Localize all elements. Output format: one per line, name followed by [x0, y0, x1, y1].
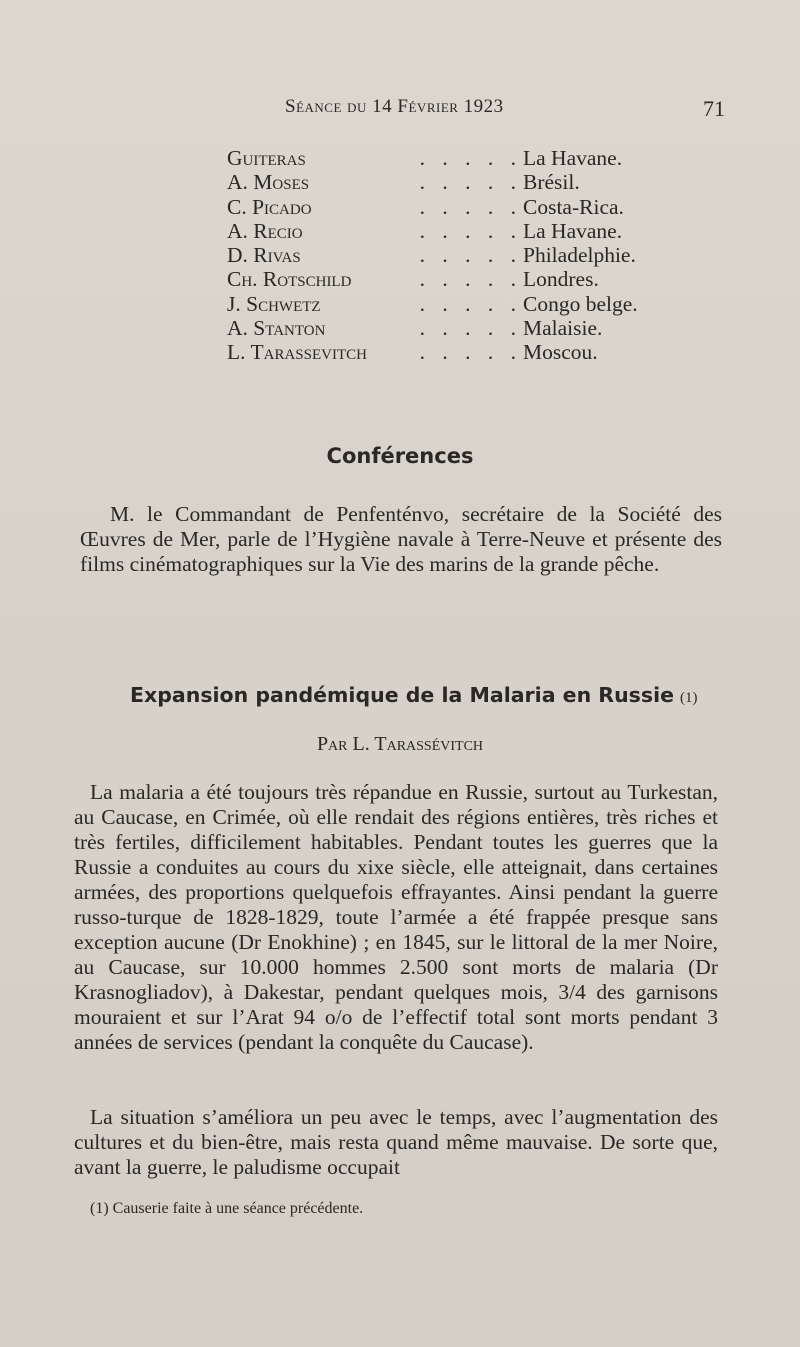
- member-row: [227, 195, 687, 219]
- member-name: J. Schwetz: [227, 291, 321, 316]
- article-title: Expansion pandémique de la Malaria en Russie: [130, 683, 675, 707]
- leader-dots: . . . . .: [419, 340, 522, 365]
- member-row: [227, 292, 687, 316]
- article-paragraph-1: La malaria a été toujours très répandue en Russie, surtout au Turkestan, au Caucase, en Crimée, où elle rendait des régions entières, très riches et très fertiles, difficilement habitables. Pendant toutes les guerres que la Russie a conduites au cours du xixe siècle, elle atteignait, dans certaines armées, des proportions quelquefois effrayantes. Ainsi pendant la guerre russo-turque de 1828-1829, toute l’armée a été frappée presque sans exception aucune (Dr Enokhine) ; en 1845, sur le littoral de la mer Noire, au Caucase, sur 10.000 hommes 2.500 sont morts de malaria (Dr Krasnogliadov), à Dakestar, pendant quelques mois, 3/4 des garnisons mouraient et sur l’Arat 94 o/o de l’effectif total sont morts pendant 3 années de services (pendant la conquête du Caucase).: [74, 780, 718, 1054]
- section-heading-conferences: Conférences: [326, 444, 474, 468]
- member-row: [227, 340, 687, 364]
- article-byline: Par L. Tarassévitch: [316, 733, 484, 755]
- leader-dots: . . . . .: [419, 218, 522, 243]
- footnote-marker: (1): [680, 690, 698, 706]
- member-row: [227, 243, 687, 267]
- leader-dots: . . . . .: [419, 243, 522, 268]
- member-name: Guiteras: [227, 146, 306, 170]
- member-name: D. Rivas: [227, 243, 301, 268]
- leader-dots: . . . . .: [419, 194, 522, 219]
- member-row: [227, 219, 687, 243]
- member-place: Londres.: [523, 267, 599, 292]
- article-paragraph-2: La situation s’améliora un peu avec le temps, avec l’augmentation des cultures et du bien-être, mais resta quand même mauvaise. De sorte que, avant la guerre, le paludisme occupait: [74, 1105, 718, 1179]
- member-place: La Havane.: [523, 146, 623, 170]
- member-row: [227, 146, 687, 170]
- conference-paragraph: M. le Commandant de Penfenténvo, secrétaire de la Société des Œuvres de Mer, parle de l’Hygiène navale à Terre-Neuve et présente des films cinématographiques sur la Vie des marins de la grande pêche.: [80, 502, 722, 576]
- member-row: [227, 170, 687, 194]
- member-row: [227, 267, 687, 291]
- member-name: L. Tarassevitch: [227, 340, 367, 365]
- running-title: Séance du 14 Février 1923: [285, 96, 504, 117]
- leader-dots: . . . . .: [419, 170, 522, 195]
- member-list: [227, 146, 687, 365]
- member-row: [227, 316, 687, 340]
- member-name: Ch. Rotschild: [227, 267, 352, 292]
- leader-dots: . . . . .: [419, 146, 522, 170]
- member-name: A. Stanton: [227, 316, 326, 341]
- member-place: La Havane.: [523, 218, 623, 243]
- member-place: Costa-Rica.: [523, 194, 624, 219]
- leader-dots: . . . . .: [419, 267, 522, 292]
- article-heading: [130, 683, 698, 707]
- member-place: Moscou.: [523, 340, 598, 365]
- page-header: [0, 96, 800, 126]
- member-place: Philadelphie.: [523, 243, 636, 268]
- page-number: 71: [703, 96, 725, 121]
- member-place: Malaisie.: [523, 316, 603, 341]
- member-name: A. Recio: [227, 218, 303, 243]
- member-name: A. Moses: [227, 170, 310, 195]
- member-place: Congo belge.: [523, 291, 638, 316]
- leader-dots: . . . . .: [419, 316, 522, 341]
- footnote: (1) Causerie faite à une séance précédente.: [90, 1200, 364, 1217]
- leader-dots: . . . . .: [419, 291, 522, 316]
- member-name: C. Picado: [227, 194, 312, 219]
- member-place: Brésil.: [523, 170, 580, 195]
